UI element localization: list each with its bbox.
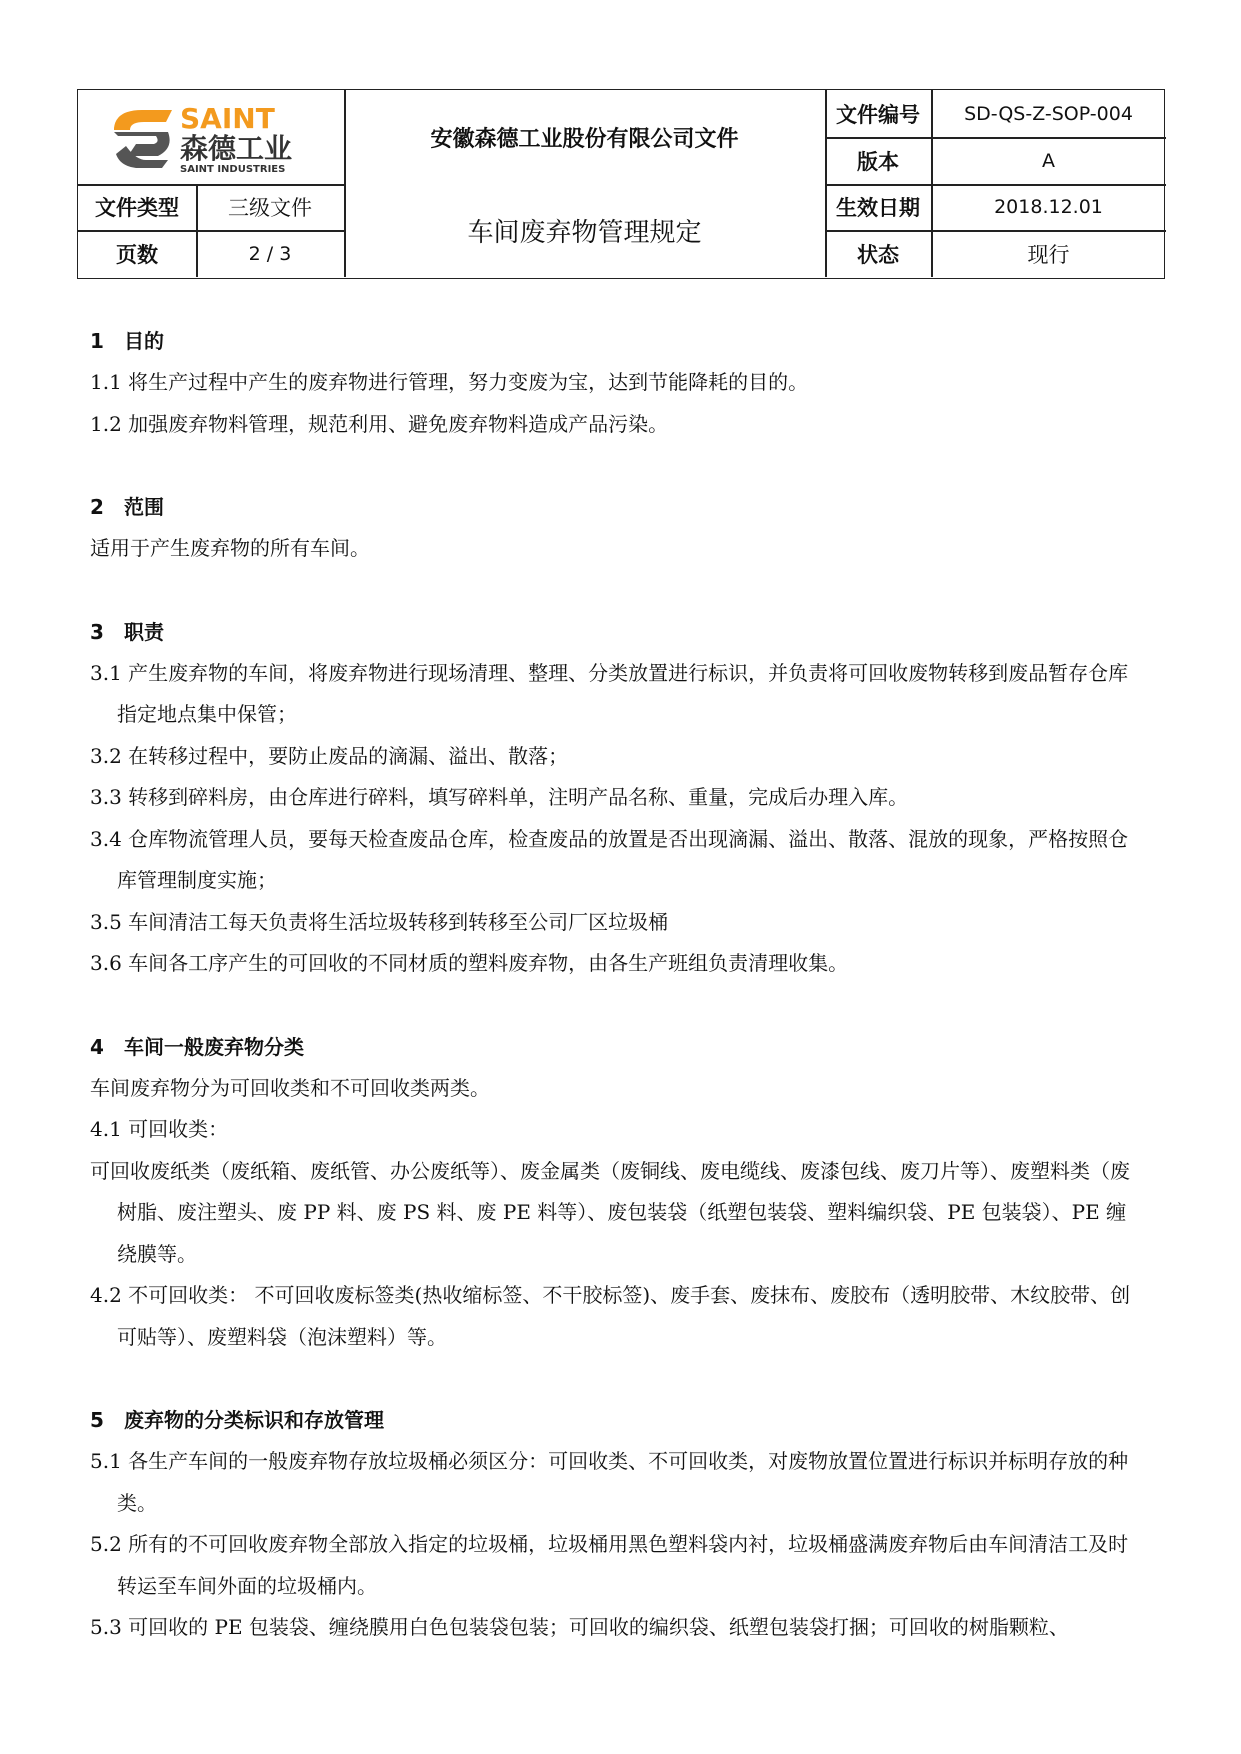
document-header-table [77, 89, 1165, 279]
status-label: 状态 [857, 242, 899, 267]
paragraph: 可回收废纸类（废纸箱、废纸管、办公废纸等）、废金属类（废铜线、废电缆线、废漆包线、废刀片等）、废塑料类（废树脂、废注塑头、废 PP 料、废 PS 料、废 PE 料等）、废包装袋（纸塑包装袋、塑料编织袋、PE 包装袋）、PE 缠绕膜等。 [90, 1158, 1130, 1266]
paragraph: 适用于产生废弃物的所有车间。 [90, 536, 370, 560]
section-heading: 3 职责 [90, 619, 164, 644]
paragraph: 3.5 车间清洁工每天负责将生活垃圾转移到转移至公司厂区垃圾桶 [90, 909, 669, 934]
section-heading: 2 范围 [90, 495, 164, 519]
logo-chinese: 森德工业 [180, 132, 293, 165]
status-value: 现行 [1027, 242, 1070, 267]
section-heading: 4 车间一般废弃物分类 [90, 1034, 304, 1059]
company-document-title: 安徽森德工业股份有限公司文件 [430, 126, 739, 152]
paragraph: 3.1 产生废弃物的车间，将废弃物进行现场清理、整理、分类放置进行标识，并负责将可回收废物转移到废品暂存仓库指定地点集中保管； [90, 660, 1129, 726]
section-heading: 5 废弃物的分类标识和存放管理 [90, 1408, 384, 1432]
paragraph: 5.2 所有的不可回收废弃物全部放入指定的垃圾桶，垃圾桶用黑色塑料袋内衬，垃圾桶盛满废弃物后由车间清洁工及时转运至车间外面的垃圾桶内。 [90, 1532, 1129, 1598]
paragraph: 3.2 在转移过程中，要防止废品的滴漏、溢出、散落； [90, 743, 569, 768]
section-heading: 1 目的 [90, 329, 164, 353]
paragraph: 4.1 可回收类： [90, 1117, 229, 1141]
paragraph: 5.3 可回收的 PE 包装袋、缠绕膜用白色包装袋包装；可回收的编织袋、纸塑包装袋打捆；可回收的树脂颗粒、 [90, 1615, 1069, 1639]
effective-date-value: 2018.12.01 [994, 196, 1103, 218]
effective-date-label: 生效日期 [836, 196, 920, 220]
doc-no-label: 文件编号 [836, 102, 920, 127]
paragraph: 3.3 转移到碎料房，由仓库进行碎料，填写碎料单，注明产品名称、重量，完成后办理入库。 [90, 785, 909, 809]
doc-type-label: 文件类型 [95, 196, 179, 220]
document-title: 车间废弃物管理规定 [467, 218, 702, 248]
paragraph: 1.1 将生产过程中产生的废弃物进行管理，努力变废为宝，达到节能降耗的目的。 [90, 370, 809, 394]
saint-logo [106, 102, 336, 176]
paragraph: 4.2 不可回收类： 不可回收废标签类(热收缩标签、不干胶标签)、废手套、废抹布、废胶布（透明胶带、木纹胶带、创可贴等）、废塑料袋（泡沫塑料）等。 [90, 1283, 1131, 1349]
logo-wordmark: SAINT [180, 102, 275, 135]
logo-subtitle: SAINT INDUSTRIES [180, 164, 286, 175]
pages-label: 页数 [116, 242, 158, 267]
paragraph: 3.4 仓库物流管理人员，要每天检查废品仓库，检查废品的放置是否出现滴漏、溢出、散落、混放的现象，严格按照仓库管理制度实施； [90, 826, 1129, 892]
paragraph: 1.2 加强废弃物料管理，规范利用、避免废弃物料造成产品污染。 [90, 411, 669, 436]
paragraph: 3.6 车间各工序产生的可回收的不同材质的塑料废弃物，由各生产班组负责清理收集。 [90, 951, 849, 975]
version-label: 版本 [857, 149, 899, 174]
paragraph: 车间废弃物分为可回收类和不可回收类两类。 [90, 1075, 490, 1100]
saint-logo-icon [106, 102, 336, 176]
doc-no-value: SD-QS-Z-SOP-004 [964, 102, 1133, 125]
version-value: A [1042, 149, 1055, 172]
doc-type-value: 三级文件 [228, 196, 312, 220]
pages-value: 2 / 3 [248, 242, 292, 265]
document-body [90, 320, 1140, 1649]
paragraph: 5.1 各生产车间的一般废弃物存放垃圾桶必须区分：可回收类、不可回收类，对废物放置位置进行标识并标明存放的种类。 [90, 1449, 1129, 1515]
